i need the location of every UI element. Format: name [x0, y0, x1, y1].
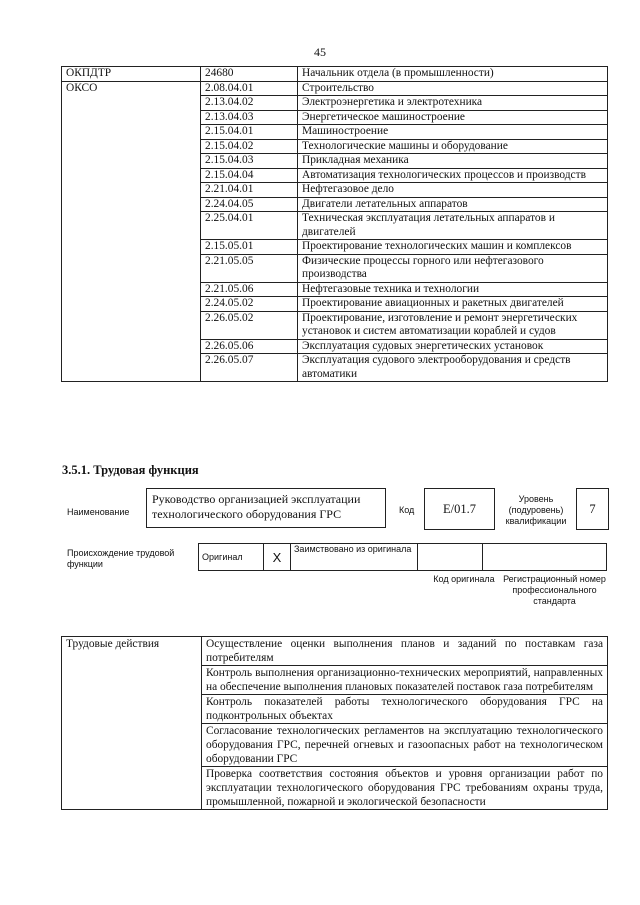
classifier-code: 2.25.04.01 — [201, 212, 298, 240]
table-row — [62, 81, 608, 96]
classifier-code: 24680 — [201, 67, 298, 82]
level-label: Уровень (подуровень) квалификации — [505, 494, 567, 526]
classification-table — [61, 66, 608, 382]
classifier-title: Начальник отдела (в промышленности) — [298, 67, 608, 82]
classifier-title: Эксплуатация судового электрооборудования и средств автоматики — [298, 354, 608, 382]
classifier-code: 2.24.04.05 — [201, 197, 298, 212]
classifier-title: Прикладная механика — [298, 154, 608, 169]
classifier-code: 2.15.04.01 — [201, 125, 298, 140]
reg-number-cell — [483, 544, 607, 571]
classifier-code: 2.13.04.02 — [201, 96, 298, 111]
classifier-title: Автоматизация технологических процессов и производств — [298, 168, 608, 183]
classifier-title: Физические процессы горного или нефтегазового производства — [298, 254, 608, 282]
classifier-title: Эксплуатация судовых энергетических установок — [298, 339, 608, 354]
action-item: Контроль выполнения организационно-технических мероприятий, направленных на обеспечение выполнения плановых показателей поставок газа потребителям — [202, 666, 608, 695]
classifier-code: 2.15.05.01 — [201, 240, 298, 255]
classifier-code: 2.21.05.05 — [201, 254, 298, 282]
classifier-code: 2.21.04.01 — [201, 183, 298, 198]
classifier-code: 2.24.05.02 — [201, 297, 298, 312]
original-label: Оригинал — [199, 544, 264, 571]
original-mark: X — [264, 544, 291, 571]
classifier-title: Энергетическое машиностроение — [298, 110, 608, 125]
action-item: Осуществление оценки выполнения планов и заданий по поставкам газа потребителям — [202, 637, 608, 666]
origin-label: Происхождение трудовой функции — [67, 548, 175, 569]
actions-label: Трудовые действия — [62, 637, 202, 810]
classifier-title: Машиностроение — [298, 125, 608, 140]
classifier-title: Техническая эксплуатация летательных аппаратов и двигателей — [298, 212, 608, 240]
code-origin-caption: Код оригинала — [433, 574, 495, 584]
page-number: 45 — [314, 45, 326, 59]
classifier-title: Электроэнергетика и электротехника — [298, 96, 608, 111]
borrowed-label: Заимствовано из оригинала — [291, 544, 418, 571]
level-box: 7 — [576, 488, 609, 530]
classifier-title: Нефтегазовое дело — [298, 183, 608, 198]
name-label: Наименование — [67, 507, 130, 517]
classifier-title: Проектирование технологических машин и комплексов — [298, 240, 608, 255]
classifier-title: Технологические машины и оборудование — [298, 139, 608, 154]
classifier-code: 2.26.05.07 — [201, 354, 298, 382]
classifier-title: Проектирование авиационных и ракетных двигателей — [298, 297, 608, 312]
classifier-code: 2.26.05.06 — [201, 339, 298, 354]
classifier-code: 2.15.04.02 — [201, 139, 298, 154]
table-row — [62, 637, 608, 666]
code-label: Код — [399, 505, 415, 515]
classifier-code: 2.08.04.01 — [201, 81, 298, 96]
classifier-title: Двигатели летательных аппаратов — [298, 197, 608, 212]
classifier-code: 2.15.04.03 — [201, 154, 298, 169]
labor-actions-table — [61, 636, 608, 810]
section-title: 3.5.1. Трудовая функция — [62, 463, 199, 477]
table-row — [62, 67, 608, 82]
classifier-code: 2.15.04.04 — [201, 168, 298, 183]
classifier-title: Нефтегазовые техника и технологии — [298, 282, 608, 297]
action-item: Контроль показателей работы технологического оборудования ГРС на подконтрольных объектах — [202, 695, 608, 724]
classifier-group: ОКПДТР — [62, 67, 201, 82]
origin-table — [198, 543, 607, 571]
function-code-box: E/01.7 — [424, 488, 495, 530]
original-code-cell — [418, 544, 483, 571]
function-name-box: Руководство организацией эксплуатации технологического оборудования ГРС — [146, 488, 386, 528]
reg-number-caption: Регистрационный номер профессионального стандарта — [503, 574, 606, 606]
classifier-code: 2.26.05.02 — [201, 311, 298, 339]
action-item: Согласование технологических регламентов на эксплуатацию технологического оборудования ГРС, перечней огневых и газоопасных работ на технологическом оборудовании ГРС — [202, 724, 608, 767]
classifier-code: 2.21.05.06 — [201, 282, 298, 297]
classifier-title: Строительство — [298, 81, 608, 96]
classifier-code: 2.13.04.03 — [201, 110, 298, 125]
classifier-group: ОКСО — [62, 81, 201, 382]
classifier-title: Проектирование, изготовление и ремонт энергетических установок и систем автоматизации кораблей и судов — [298, 311, 608, 339]
action-item: Проверка соответствия состояния объектов и уровня организации работ по эксплуатации технологического оборудования ГРС требованиям охраны труда, промышленной, пожарной и экологической безопасности — [202, 767, 608, 810]
